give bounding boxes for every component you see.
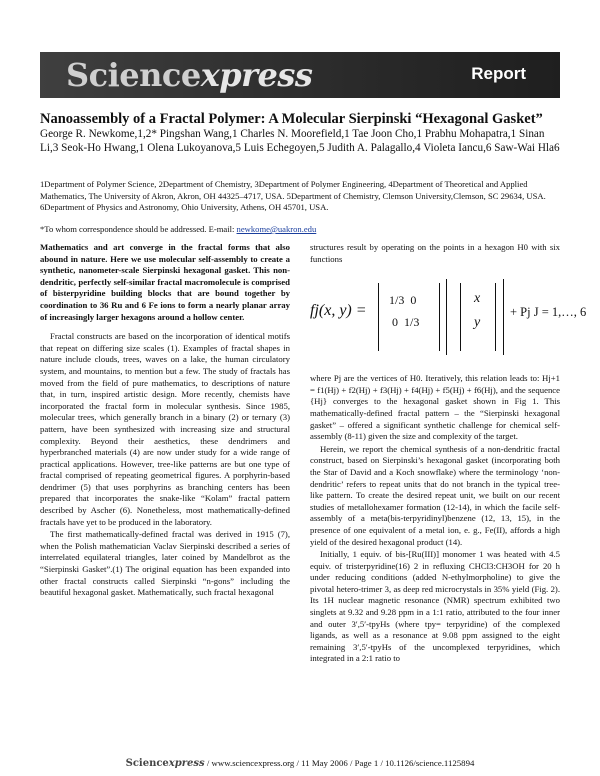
equation-lhs: fj(x, y) = [310,302,367,320]
paragraph: The first mathematically-defined fractal was derived in 1915 (7), when the Polish mathematician Vaclav Sierpinski described a series of interrelated equilateral triangles, later coined by Mandelbrot as the “Sierpinski Gasket”.(1) The original equation has been expanded into other fractal constructs called Sierpinski “n-gons” including the beautiful hexagonal gasket. Mathematically, such fractal hexagonal [40,529,290,598]
section-label: Report [471,64,526,83]
email-link[interactable]: newkome@uakron.edu [236,224,317,234]
affiliations: 1Department of Polymer Science, 2Department of Chemistry, 3Department of Polymer Engineering, 4Department of Theoretical and Applied Mathematics, The University of Akron, Akron, OH 44325–4717, USA. 5Department of Chemistry, Clemson University,Clemson, SC 29634, USA. 6Department of Physics and Astronomy, Ohio University, Athens, OH 45701, USA. [40,179,546,212]
sciencexpress-logo: Sciencexpress [66,56,313,94]
footer-citation: / www.sciencexpress.org / 11 May 2006 / Page 1 / 10.1126/science.1125894 [206,758,475,768]
equation-vector: x y [460,283,496,351]
equation-rhs: + Pj J = 1,…, 6 [510,305,587,320]
journal-banner [40,52,560,98]
equation-matrix: 1/3 0 0 1/3 [378,283,440,351]
article-title: Nanoassembly of a Fractal Polymer: A Molecular Sierpinski “Hexagonal Gasket” [40,111,543,127]
left-column [40,242,290,600]
right-column [310,242,587,666]
author-list: George R. Newkome,1,2* Pingshan Wang,1 Charles N. Moorefield,1 Tae Joon Cho,1 Prabhu Mohapatra,1 Sinan Li,3 Seok-Ho Hwang,1 Olena Lukoyanova,5 Luis Echegoyen,5 Judith A. Palagallo,4 Violeta Iancu,6 Saw-Wai Hla6 [40,128,560,154]
paragraph: Fractal constructs are based on the incorporation of identical motifs that repeat on differing size scales (1). Examples of fractal shapes in nature include clouds, trees, waves on a lake, the human circulatory system, and mountains, to mention but a few. The study of fractals has moved from the field of pure mathematics, to descriptions of nature that, in turn, inspired artistic design. More recently, chemists have incorporated the fractal form in molecular synthesis. Since 1985, molecular trees, which generally branch in a binary (2) or ternary (3) pattern, have been synthesized with increasing size and structural complexity. Beyond their aesthetics, these dendrimers and hyperbranched materials (4) are now under study for a wide range of practical applications. However, tree-like patterns are but one type of fractal comprised of repeating geometrical figures. A porphyrin-based dendrimer (5) that uses porphyrins as branching centers has been prepared that incorporates the snake-like “Kolam” fractal pattern described by Ascher (6). Nonetheless, most mathematically-defined fractals have yet to be produced in the laboratory. [40,331,290,527]
abstract: Mathematics and art converge in the fractal forms that also abound in nature. Here we use molecular self-assembly to create a synthetic, nanometer-scale Sierpinski hexagonal gasket. This non-dendritic, perfectly self-similar fractal macromolecule is comprised of bisterpyridine building blocks that are bound together by coordination to 36 Ru and 6 Fe ions to form a nearly planar array of increasingly larger hexagons around a hollow center. [40,242,290,322]
page-footer: Sciencexpress / www.sciencexpress.org / 11 May 2006 / Page 1 / 10.1126/science.1125894 [125,758,475,769]
fractal-equation [310,269,587,369]
paragraph: Initially, 1 equiv. of bis-[Ru(III)] monomer 1 was heated with 4.5 equiv. of tristerpyridine(16) 2 in refluxing CHCl3:CH3OH for 20 h under reducing conditions (added N-ethylmorpholine) to give the pivotal hetero-trimer 3, as deep red microcrystals in 35% yield (Fig. 2). Its 1H nuclear magnetic resonance (NMR) spectrum exhibited two singlets at 9.32 and 9.28 ppm in a 1:1 ratio, attributed to the four inner and outer 3′,5′-tpyHs (where tpy= terpyridine) of the complexed ligands, as well as a resonance at 9.08 ppm assigned to the eight remaining 3′,5′-tpyHs of the uncomplexed terpyridines, which integrated in a 2:1 ratio to [310,549,560,664]
paragraph: structures result by operating on the points in a hexagon H0 with six functions [310,242,560,264]
paragraph: Herein, we report the chemical synthesis of a non-dendritic fractal construct, based on Sierpinski’s hexagonal gasket (incorporating both the Star of David and a Koch snowflake) where the terminology ‘non-dendritic’ refers to repeat units that do not branch in the typical tree-like pattern. To create the desired repeat unit, we built on our recent studies of metallohexamer formation (12-14), in which the facile self-assembly of a meta(bis-terpyridinyl)benzene (12, 13, 15), in the presence of one equivalent of a metal ion, e. g., Fe(II), affords a high yield of the desired hexagonal product (14). [310,443,560,547]
paragraph: where Pj are the vertices of H0. Iteratively, this relation leads to: Hj+1 = f1(Hj) + f2(Hj) + f3(Hj) + f4(Hj) + f5(Hj) + f6(Hj), and the sequence {Hj} converges to the hexagonal gasket shown in Fig 1. This mathematically-defined fractal pattern – the “Sierpinski hexagonal gasket” – offered a significant synthetic challenge for chemical self-assembly (8-11) given the size and complexity of the target. [310,373,560,442]
correspondence-text: *To whom correspondence should be addressed. E-mail: [40,224,237,234]
correspondence-note [40,224,560,234]
